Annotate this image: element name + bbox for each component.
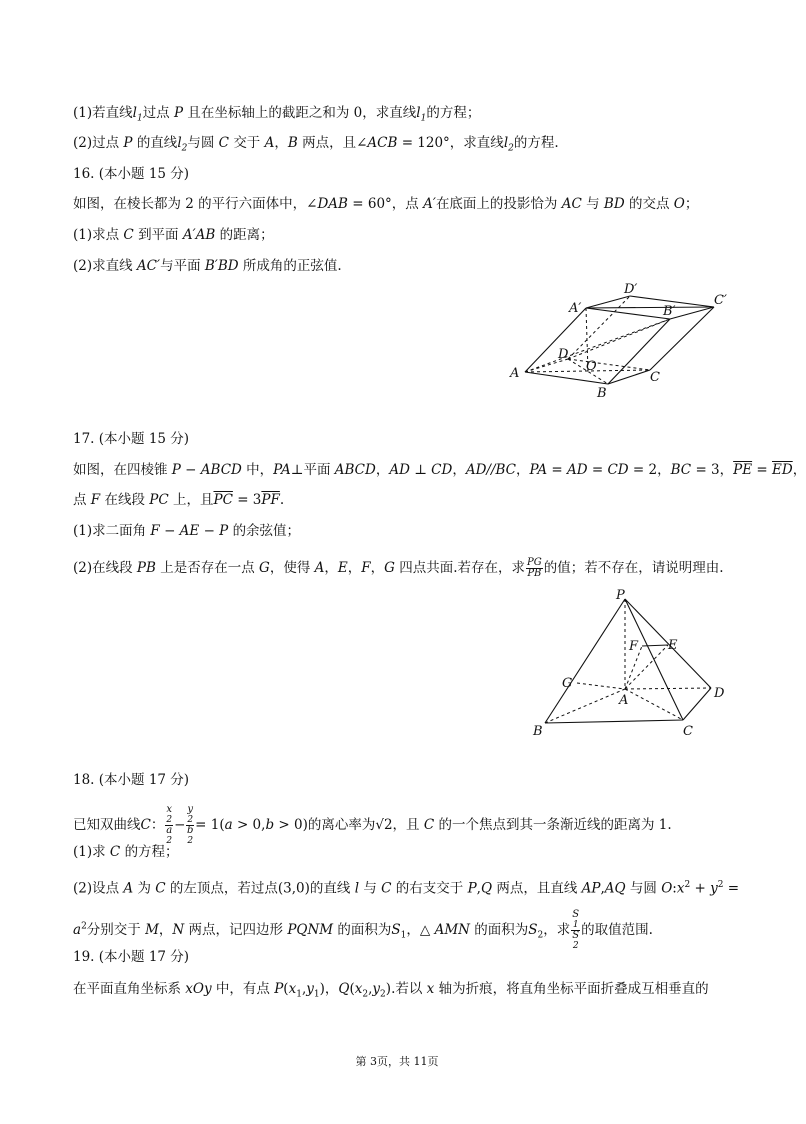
q15-part2: (2)过点 P 的直线$l_2$与圆 C 交于 A，B 两点，且∠ACB = 120°，求直线$l_2$的方程. xyxy=(73,135,559,154)
label-O: O xyxy=(586,359,597,374)
edge-AC xyxy=(625,689,683,720)
label-A: A xyxy=(619,693,629,708)
q18-header: 18. (本小题 17 分) xyxy=(73,772,190,788)
label-D: D xyxy=(714,686,725,701)
q19-header: 19. (本小题 17 分) xyxy=(73,949,190,965)
segment-GA xyxy=(577,683,625,689)
q17-header: 17. (本小题 15 分) xyxy=(73,431,190,447)
q16-stem: 如图，在棱长都为 2 的平行六面体中，∠DAB = 60°，点 A′在底面上的投影恰为 AC 与 BD 的交点 O； xyxy=(73,196,699,212)
label-D: D xyxy=(558,347,569,362)
label-C: C xyxy=(650,370,660,385)
edge-DC xyxy=(568,359,650,370)
edge-BC xyxy=(545,720,683,723)
fraction-PG-PB: $\frac{PG}{PB}$ xyxy=(527,557,542,579)
q18-part1: (1)求 C 的方程； xyxy=(73,844,179,860)
label-P: P xyxy=(616,588,625,603)
diag-A1C1 xyxy=(586,307,714,308)
q16-part2: (2)求直线 AC′与平面 B′BD 所成角的正弦值. xyxy=(73,258,342,274)
label-C1: C′ xyxy=(714,293,727,308)
q17-stem: 如图，在四棱锥 P − ABCD 中，PA⊥平面 ABCD，AD ⊥ CD，AD//BC，PA = AD = CD = 2，BC = 3，$\overline{PE} = \overline{ED}$， xyxy=(73,462,806,478)
label-F: F xyxy=(629,639,639,654)
label-G: G xyxy=(562,676,573,691)
label-C: C xyxy=(683,724,693,739)
page-footer: 第 3页，共 11页 xyxy=(355,1055,439,1068)
q17-part1: (1)求二面角 F − AE − P 的余弦值； xyxy=(73,523,301,539)
q18-part2-cont: $a^2$分别交于 M，N 两点，记四边形 PQNM 的面积为$S_1$，△ AMN 的面积为$S_2$，求 S 1 S 2 的取值范围. xyxy=(73,909,653,951)
q18-stem: 已知双曲线C： x 2 a 2 − y 2 b 2 = 1(a > 0,b > 0)的离心率为√2，且 C 的一个焦点到其一条渐近线的距离为 1. xyxy=(73,804,672,846)
q16-part1: (1)求点 C 到平面 A′AB 的距离； xyxy=(73,227,274,243)
label-B: B xyxy=(597,386,607,401)
label-B1: B′ xyxy=(663,304,676,319)
q18-part2: (2)设点 A 为 C 的左顶点，若过点(3,0)的直线 l 与 C 的右支交于 P,Q 两点，且直线 AP,AQ 与圆 $O:x^2 + y^2$ = xyxy=(73,880,740,897)
edge-PB xyxy=(545,599,625,723)
q19-stem: 在平面直角坐标系 xOy 中，有点 $P(x_1,y_1)$，$Q(x_2,y_2)$.若以 x 轴为折痕，将直角坐标平面折叠成互相垂直的 xyxy=(73,981,709,1000)
label-E: E xyxy=(668,638,678,653)
edge-AB xyxy=(545,689,625,723)
edge-A1B1 xyxy=(586,308,670,319)
q17-stem2: 点 F 在线段 PC 上，且$\overline{PC} = 3\overline{PF}$. xyxy=(73,492,285,508)
edge-AD xyxy=(625,688,711,689)
q17-part2: (2)在线段 PB 上是否存在一点 G，使得 A，E，F，G 四点共面.若存在，求 $\frac{PG}{PB}$ 的值；若不存在，请说明理由. xyxy=(73,557,724,579)
diag-DB1 xyxy=(568,319,670,359)
label-A: A xyxy=(510,366,520,381)
diag-AB1 xyxy=(525,319,670,372)
label-A1: A′ xyxy=(569,301,582,316)
parallelepiped-figure xyxy=(500,280,740,405)
label-B: B xyxy=(533,724,543,739)
edge-CD xyxy=(683,688,711,720)
label-D1: D′ xyxy=(624,282,638,297)
q16-header: 16. (本小题 15 分) xyxy=(73,166,190,182)
edge-CC1 xyxy=(650,307,714,370)
q15-part1: (1)若直线$l_1$过点 P 且在坐标轴上的截距之和为 0，求直线$l_1$的方程； xyxy=(73,105,481,124)
pyramid-figure xyxy=(525,585,740,745)
edge-PC xyxy=(625,599,683,720)
segment-FE xyxy=(642,645,668,646)
edge-BB1 xyxy=(608,319,670,384)
